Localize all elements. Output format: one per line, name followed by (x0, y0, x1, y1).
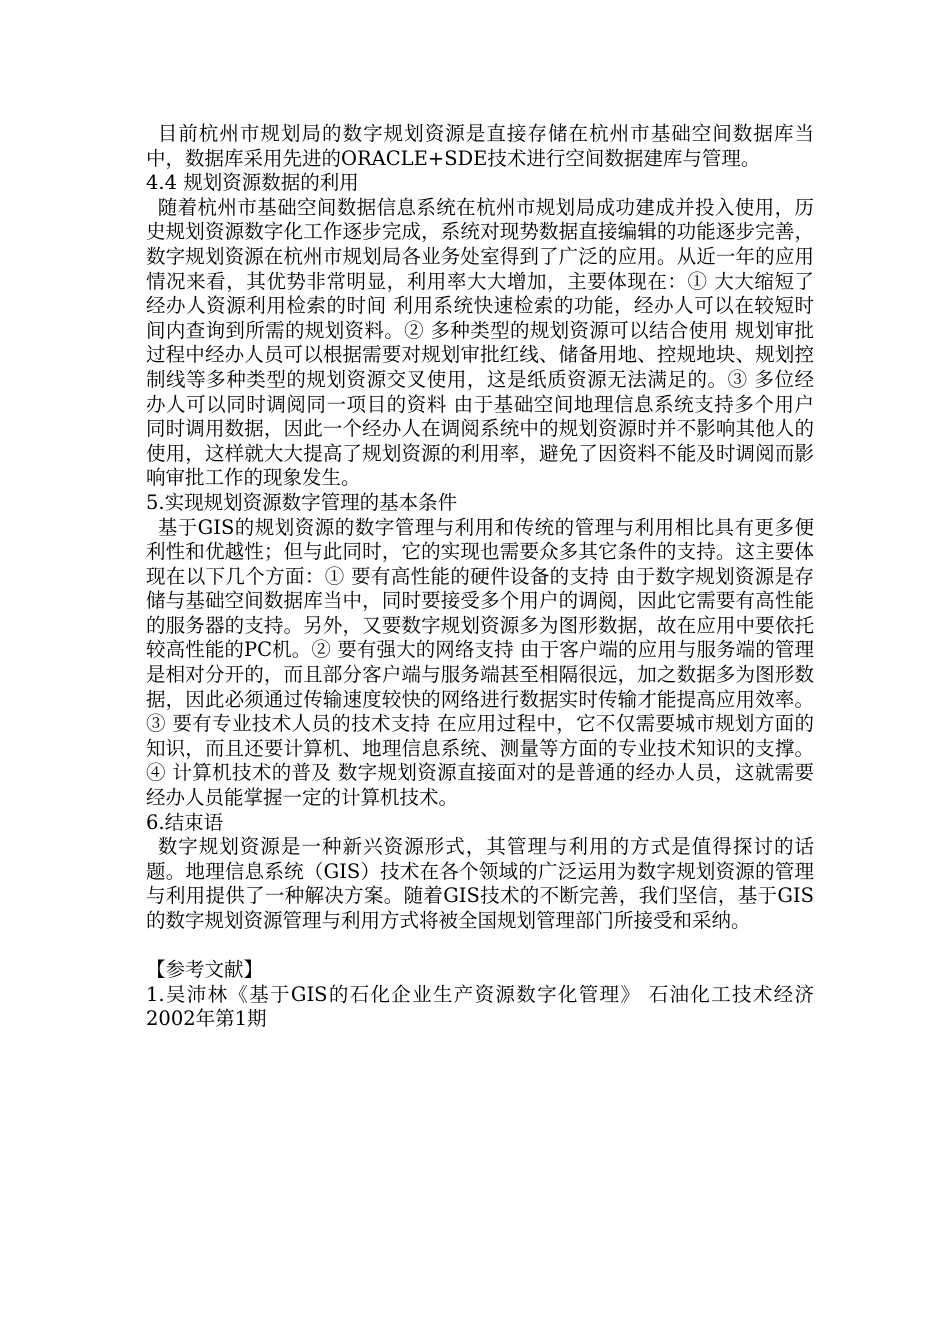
paragraph-conclusion: 数字规划资源是一种新兴资源形式，其管理与利用的方式是值得探讨的话题。地理信息系统（GIS）技术在各个领域的广泛运用为数字规划资源的管理与利用提供了一种解决方案。随着GIS技术的不断完善，我们坚信，基于GIS的数字规划资源管理与利用方式将被全国规划管理部门所接受和采纳。 (146, 835, 814, 932)
section-heading-5: 5.实现规划资源数字管理的基本条件 (146, 490, 458, 514)
references-title: 【参考文献】 (146, 958, 264, 982)
paragraph-storage: 目前杭州市规划局的数字规划资源是直接存储在杭州市基础空间数据库当中，数据库采用先进的ORACLE+SDE技术进行空间数据建库与管理。 (146, 122, 814, 170)
section-heading-6: 6.结束语 (146, 810, 224, 834)
paragraph-conditions: 基于GIS的规划资源的数字管理与利用和传统的管理与利用相比具有更多便利性和优越性；但与此同时，它的实现也需要众多其它条件的支持。这主要体现在以下几个方面：① 要有高性能的硬件设备的支持 由于数字规划资源是存储与基础空间数据库当中，同时要接受多个用户的调阅，因此它需要有高性能的服务器的支持。另外，又要数字规划资源多为图形数据，故在应用中要依托较高性能的PC机。② 要有强大的网络支持 由于客户端的应用与服务端的管理是相对分开的，而且部分客户端与服务端甚至相隔很远，加之数据多为图形数据，因此必须通过传输速度较快的网络进行数据实时传输才能提高应用效率。③ 要有专业技术人员的技术支持 在应用过程中，它不仅需要城市规划方面的知识，而且还要计算机、地理信息系统、测量等方面的专业技术知识的支撑。④ 计算机技术的普及 数字规划资源直接面对的是普通的经办人员，这就需要经办人员能掌握一定的计算机技术。 (146, 515, 814, 810)
reference-item-1: 1.吴沛林《基于GIS的石化企业生产资源数字化管理》 石油化工技术经济 2002年第1期 (146, 982, 814, 1031)
paragraph-utilization: 随着杭州市基础空间数据信息系统在杭州市规划局成功建成并投入使用，历史规划资源数字化工作逐步完成，系统对现势数据直接编辑的功能逐步完善，数字规划资源在杭州市规划局各业务处室得到了广泛的应用。从近一年的应用情况来看，其优势非常明显，利用率大大增加，主要体现在：① 大大缩短了经办人资源利用检索的时间 利用系统快速检索的功能，经办人可以在较短时间内查询到所需的规划资料。② 多种类型的规划资源可以结合使用 规划审批过程中经办人员可以根据需要对规划审批红线、储备用地、控规地块、规划控制线等多种类型的规划资源交叉使用，这是纸质资源无法满足的。③ 多位经办人可以同时调阅同一项目的资料 由于基础空间地理信息系统支持多个用户同时调用数据，因此一个经办人在调阅系统中的规划资源时并不影响其他人的使用，这样就大大提高了规划资源的利用率，避免了因资料不能及时调阅而影响审批工作的现象发生。 (146, 195, 814, 490)
document-body (146, 122, 814, 1032)
blank-line (146, 934, 814, 959)
section-heading-4-4: 4.4 规划资源数据的利用 (146, 171, 359, 195)
